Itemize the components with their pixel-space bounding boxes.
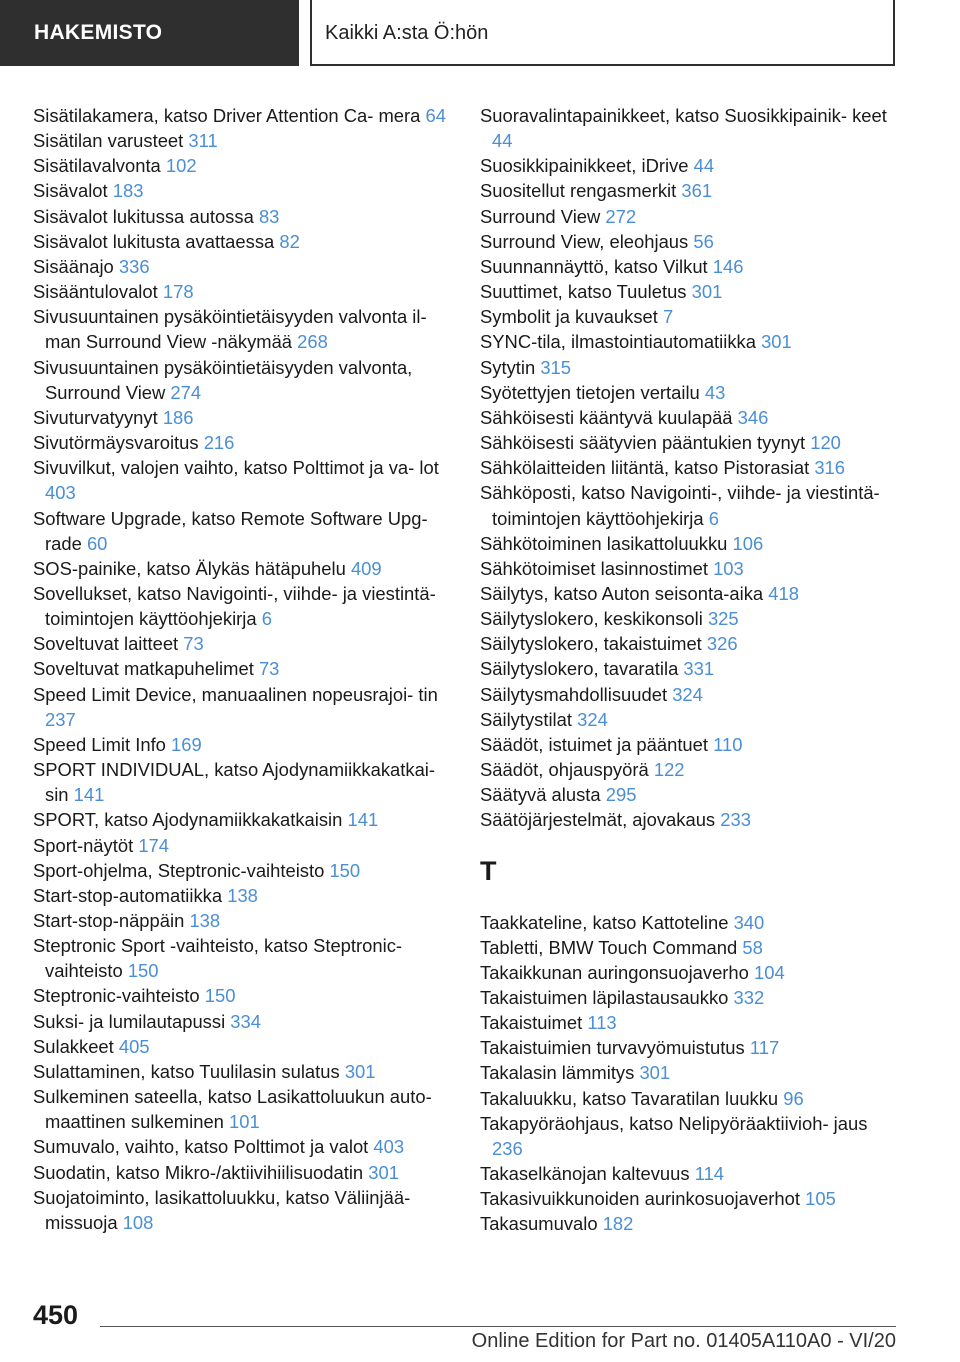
page-link[interactable]: 138 [227, 884, 258, 906]
index-entry [480, 1010, 900, 1035]
index-entry [480, 531, 900, 556]
page-link[interactable]: 138 [189, 910, 221, 931]
index-entry [33, 1134, 455, 1159]
index-entry [33, 204, 455, 229]
page-link[interactable]: 332 [733, 987, 765, 1008]
index-entry [33, 1160, 455, 1185]
entry-text: Suositellut rengasmerkit [480, 180, 677, 202]
entry-text: Takasumuvalo [480, 1213, 598, 1235]
entry-text: Sisätilakamera, katso Driver Attention Ca‐ mera [33, 105, 421, 126]
page-link[interactable]: 182 [602, 1213, 634, 1235]
index-entry [480, 935, 900, 960]
index-group-t [480, 910, 900, 1237]
index-entry [33, 807, 455, 832]
page-link[interactable]: 295 [605, 784, 637, 806]
index-entry [480, 757, 900, 782]
index-entry [480, 1111, 900, 1161]
index-entry [33, 858, 455, 883]
entry-text: Sivuturvatyynyt [33, 406, 158, 428]
index-entry [480, 1060, 900, 1085]
index-entry [480, 1161, 900, 1186]
page-link[interactable]: 102 [165, 155, 197, 177]
entry-text: Säilytys, katso Auton seisonta-aika [480, 582, 764, 604]
page-link[interactable]: 117 [749, 1037, 780, 1059]
page-link[interactable]: 58 [742, 936, 763, 958]
page-link[interactable]: 403 [373, 1136, 405, 1158]
entry-text: Suuttimet, katso Tuuletus [480, 281, 687, 303]
header-right-border [893, 0, 895, 66]
entry-text: Sovellukset, katso Navigointi-, viihde- ja viestintä- toimintojen käyttöohjekirja [33, 582, 436, 630]
page-link[interactable]: 326 [706, 633, 738, 655]
index-entry [33, 983, 455, 1008]
entry-text: Suosikkipainikkeet, iDrive [480, 155, 689, 177]
index-entry [33, 1084, 455, 1134]
page-link[interactable]: 340 [733, 911, 765, 933]
page-link[interactable]: 60 [86, 532, 108, 554]
index-entry [480, 656, 900, 681]
page-link[interactable]: 311 [188, 130, 218, 152]
page-link[interactable]: 141 [73, 784, 105, 806]
index-entry [33, 656, 455, 681]
index-entry [33, 1059, 455, 1084]
page-link[interactable]: 361 [681, 180, 713, 202]
index-entry [33, 757, 455, 807]
entry-text: Steptronic Sport -vaihteisto, katso Steptronic- vaihteisto [33, 935, 403, 982]
index-entry [480, 1186, 900, 1211]
page-link[interactable]: 6 [261, 608, 272, 630]
page-link[interactable]: 237 [45, 708, 76, 730]
page-link[interactable]: 324 [672, 683, 703, 705]
page-link[interactable]: 106 [732, 532, 764, 554]
entry-text: Start-stop-automatiikka [33, 884, 223, 906]
index-entry [480, 103, 900, 153]
index-entry [33, 178, 455, 203]
page-link[interactable]: 83 [258, 205, 280, 227]
entry-text: Sisätilan varusteet [33, 130, 184, 152]
page-link[interactable]: 186 [162, 406, 194, 428]
page-link[interactable]: 122 [653, 759, 685, 781]
page-link[interactable]: 331 [683, 658, 715, 680]
page-link[interactable]: 272 [605, 205, 637, 227]
index-entry [480, 254, 900, 279]
index-column-right [480, 103, 900, 1237]
page-link[interactable]: 418 [768, 582, 799, 604]
entry-text: Soveltuvat laitteet [33, 633, 179, 655]
entry-text: Sähkötoiminen lasikattoluukku [480, 532, 728, 554]
page-link[interactable]: 301 [761, 331, 792, 353]
index-entry [480, 355, 900, 380]
index-entry [480, 1035, 900, 1060]
page-link[interactable]: 110 [713, 733, 743, 755]
entry-text: Sisävalot lukitussa autossa [33, 205, 254, 227]
index-entry [33, 631, 455, 656]
index-entry [480, 631, 900, 656]
index-entry [33, 1185, 455, 1235]
section-letter: T [480, 855, 497, 886]
page-link[interactable]: 216 [203, 432, 235, 454]
index-entry [480, 380, 900, 405]
page-link[interactable]: 150 [329, 859, 361, 881]
entry-text: Sulattaminen, katso Tuulilasin sulatus [33, 1060, 340, 1082]
page-link[interactable]: 150 [204, 985, 236, 1007]
page-link[interactable]: 233 [720, 809, 751, 831]
entry-text: Sivutörmäysvaroitus [33, 432, 199, 454]
entry-text: Takaluukku, katso Tavaratilan luukku [480, 1087, 779, 1109]
index-entry [480, 782, 900, 807]
index-entry [480, 556, 900, 581]
page-link[interactable]: 409 [350, 557, 382, 579]
index-entry [480, 985, 900, 1010]
entry-text: Sisääntulovalot [33, 281, 158, 303]
page-link[interactable]: 405 [118, 1035, 150, 1057]
page-link[interactable]: 236 [492, 1137, 523, 1159]
page-link[interactable]: 301 [344, 1060, 376, 1082]
entry-text: Sisätilavalvonta [33, 155, 161, 177]
entry-text: Sumuvalo, vaihto, katso Polttimot ja valot [33, 1136, 369, 1158]
header-divider [310, 0, 312, 66]
page-link[interactable]: 44 [693, 155, 715, 177]
index-entry [33, 355, 455, 405]
index-entry [33, 128, 455, 153]
page-link[interactable]: 268 [297, 331, 328, 353]
page-link[interactable]: 146 [712, 255, 744, 277]
page-link[interactable]: 316 [814, 457, 845, 479]
page-link[interactable]: 6 [708, 507, 719, 529]
index-entry [33, 405, 455, 430]
entry-text: Sähkötoimiset lasinnostimet [480, 557, 708, 579]
footer-rule [100, 1326, 896, 1327]
entry-text: Steptronic-vaihteisto [33, 985, 200, 1007]
entry-text: SYNC-tila, ilmastointiautomatiikka [480, 331, 756, 353]
index-entry [480, 153, 900, 178]
page-link[interactable]: 56 [693, 230, 714, 252]
index-entry [480, 480, 900, 530]
index-entry [480, 329, 900, 354]
index-entry [480, 606, 900, 631]
page-link[interactable]: 108 [122, 1211, 154, 1233]
entry-text: Suoravalintapainikkeet, katso Suosikkipainik‐ keet [480, 105, 887, 126]
entry-text: Speed Limit Device, manuaalinen nopeusrajoi‐ tin [33, 683, 438, 705]
entry-text: Sisävalot [33, 180, 108, 202]
index-entry [33, 883, 455, 908]
entry-text: Takaselkänojan kaltevuus [480, 1163, 690, 1185]
index-entry [480, 707, 900, 732]
page-number: 450 [33, 1300, 79, 1330]
page-link[interactable]: 113 [587, 1012, 617, 1034]
page-link[interactable]: 105 [805, 1188, 836, 1210]
index-entry [33, 833, 455, 858]
index-entry [33, 103, 455, 128]
entry-text: Suksi- ja lumilautapussi [33, 1010, 226, 1032]
chapter-title: Kaikki A:sta Ö:hön [325, 21, 489, 44]
entry-text: Säilytyslokero, tavaratila [480, 658, 679, 680]
entry-text: Sähkölaitteiden liitäntä, katso Pistorasiat [480, 457, 810, 479]
page-link[interactable]: 178 [162, 281, 194, 303]
entry-text: Surround View, eleohjaus [480, 230, 689, 252]
page-link[interactable]: 103 [713, 557, 744, 579]
entry-text: Takasivuikkunoiden aurinkosuojaverhot [480, 1188, 800, 1210]
page-link[interactable]: 325 [707, 608, 739, 630]
page-link[interactable]: 315 [540, 356, 572, 378]
page-link[interactable]: 73 [258, 658, 280, 680]
index-entry [480, 960, 900, 985]
index-entry [480, 581, 900, 606]
entry-text: Sport-näytöt [33, 834, 134, 856]
entry-text: Takaistuimet [480, 1012, 583, 1034]
page-link[interactable]: 120 [810, 432, 841, 454]
entry-text: Sytytin [480, 356, 536, 378]
page-link[interactable]: 114 [694, 1163, 725, 1185]
index-column-left [33, 103, 455, 1235]
entry-text: SPORT, katso Ajodynamiikkakatkaisin [33, 809, 343, 831]
index-entry [480, 682, 900, 707]
index-entry [33, 581, 455, 631]
page-link[interactable]: 101 [229, 1111, 260, 1133]
index-group-s [480, 103, 900, 833]
entry-text: Sulakkeet [33, 1035, 114, 1057]
entry-text: Sulkeminen sateella, katso Lasikattoluukun auto‐ maattinen sulkeminen [33, 1086, 432, 1133]
entry-text: Sport-ohjelma, Steptronic-vaihteisto [33, 859, 325, 881]
page-link[interactable]: 96 [783, 1087, 804, 1109]
index-entry [480, 732, 900, 757]
page-link[interactable]: 141 [347, 809, 379, 831]
entry-text: Sivusuuntainen pysäköintietäisyyden valvonta, Surround View [33, 356, 413, 403]
page-header [0, 0, 896, 66]
page-link[interactable]: 183 [112, 180, 144, 202]
index-entry [33, 229, 455, 254]
entry-text: Sisäänajo [33, 255, 114, 277]
entry-text: Syötettyjen tietojen vertailu [480, 381, 700, 403]
index-entry [33, 908, 455, 933]
entry-text: Soveltuvat matkapuhelimet [33, 658, 254, 680]
entry-text: Sivuvilkut, valojen vaihto, katso Polttimot ja va‐ lot [33, 457, 439, 479]
page-link[interactable]: 301 [691, 281, 723, 303]
entry-text: Suunnannäyttö, katso Vilkut [480, 255, 708, 277]
page-link[interactable]: 43 [704, 381, 726, 403]
index-entry [33, 556, 455, 581]
index-entry [33, 153, 455, 178]
page-link[interactable]: 169 [171, 733, 202, 755]
page-link[interactable]: 301 [368, 1161, 399, 1183]
entry-text: SOS-painike, katso Älykäs hätäpuhelu [33, 557, 346, 579]
index-entry [33, 682, 455, 732]
index-entry [33, 455, 455, 505]
entry-text: Säilytyslokero, takaistuimet [480, 633, 702, 655]
index-entry [480, 204, 900, 229]
entry-text: Säilytystilat [480, 708, 572, 730]
page-link[interactable]: 7 [662, 306, 674, 328]
entry-text: Tabletti, BMW Touch Command [480, 936, 738, 958]
entry-text: Sähköisesti säätyvien pääntukien tyynyt [480, 432, 806, 454]
entry-text: Symbolit ja kuvaukset [480, 306, 658, 328]
entry-text: Software Upgrade, katso Remote Software Upg‐ rade [33, 507, 428, 554]
page-link[interactable]: 403 [45, 482, 76, 504]
index-entry [33, 506, 455, 556]
page-link[interactable]: 82 [279, 230, 300, 252]
index-entry [33, 1009, 455, 1034]
index-entry [33, 254, 455, 279]
entry-text: Säätöjärjestelmät, ajovakaus [480, 809, 716, 831]
edition-footer: Online Edition for Part no. 01405A110A0 - VI/20 [471, 1330, 896, 1352]
entry-text: Takapyöräohjaus, katso Nelipyöräaktiivioh‐ jaus [480, 1112, 868, 1134]
page-link[interactable]: 174 [138, 834, 169, 856]
index-entry [480, 1086, 900, 1111]
page-link[interactable]: 336 [118, 255, 150, 277]
entry-text: Takaistuimien turvavyömuistutus [480, 1037, 745, 1059]
index-entry [33, 732, 455, 757]
page-link[interactable]: 73 [183, 633, 204, 655]
entry-text: Takalasin lämmitys [480, 1062, 635, 1084]
index-entry [480, 1211, 900, 1236]
index-entry [33, 430, 455, 455]
index-entry [33, 279, 455, 304]
entry-text: Suodatin, katso Mikro-/aktiivihiilisuodatin [33, 1161, 364, 1183]
index-entry [480, 178, 900, 203]
entry-text: Säilytyslokero, keskikonsoli [480, 608, 703, 630]
entry-text: Säädöt, istuimet ja pääntuet [480, 733, 708, 755]
entry-text: Suojatoiminto, lasikattoluukku, katso Väliinjää‐ missuoja [33, 1186, 411, 1233]
page-link[interactable]: 104 [754, 961, 785, 983]
entry-text: Start-stop-näppäin [33, 910, 185, 931]
index-entry [480, 405, 900, 430]
page-link[interactable]: 301 [639, 1062, 671, 1084]
index-entry [480, 229, 900, 254]
page-link[interactable]: 274 [170, 381, 202, 403]
index-entry [480, 910, 900, 935]
page-link[interactable]: 324 [577, 708, 608, 730]
index-entry [480, 279, 900, 304]
index-entry [33, 304, 455, 354]
entry-text: Takaikkunan auringonsuojaverho [480, 961, 749, 983]
entry-text: Säilytysmahdollisuudet [480, 683, 668, 705]
page-link[interactable]: 346 [737, 406, 769, 428]
entry-text: Sisävalot lukitusta avattaessa [33, 230, 275, 252]
section-tab: HAKEMISTO [0, 0, 299, 66]
page-link[interactable]: 64 [425, 105, 446, 126]
entry-text: Sähköposti, katso Navigointi-, viihde- ja viestintä- toimintojen käyttöohjekirja [480, 482, 880, 529]
entry-text: SPORT INDIVIDUAL, katso Ajodynamiikkakatkai‐ sin [33, 759, 436, 806]
index-entry [480, 430, 900, 455]
entry-text: Säädöt, ohjauspyörä [480, 759, 649, 781]
page-link[interactable]: 150 [127, 960, 159, 982]
entry-text: Sähköisesti kääntyvä kuulapää [480, 406, 733, 428]
entry-text: Säätyvä alusta [480, 784, 601, 806]
entry-text: Sivusuuntainen pysäköintietäisyyden valvonta il‐ man Surround View -näkymää [33, 306, 427, 353]
page-link[interactable]: 334 [230, 1010, 261, 1032]
index-entry [33, 1034, 455, 1059]
entry-text: Surround View [480, 205, 601, 227]
entry-text: Takaistuimen läpilastausaukko [480, 987, 729, 1008]
entry-text: Taakkateline, katso Kattoteline [480, 911, 729, 933]
entry-text: Speed Limit Info [33, 733, 166, 755]
index-entry [480, 304, 900, 329]
page-link[interactable]: 44 [492, 130, 513, 152]
index-entry [33, 933, 455, 983]
index-entry [480, 455, 900, 480]
index-entry [480, 807, 900, 832]
